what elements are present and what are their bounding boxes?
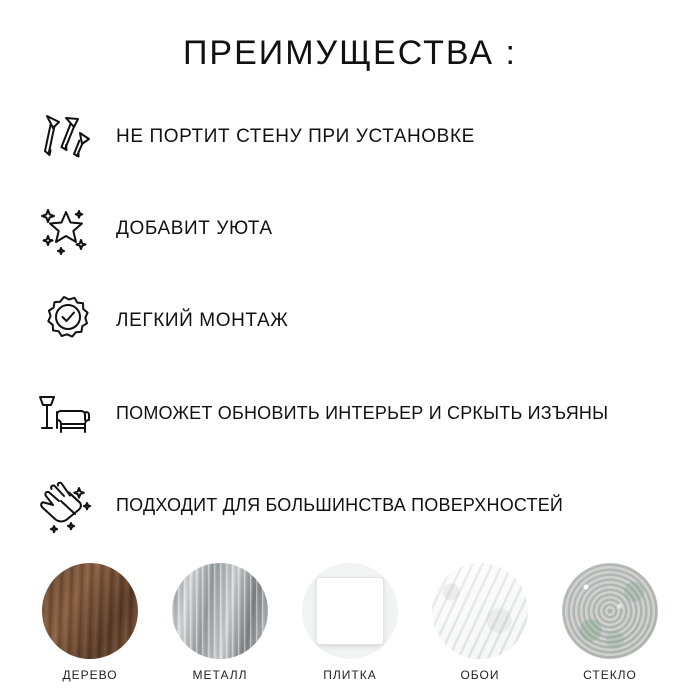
metal-swatch [172,563,268,659]
wallpaper-swatch [432,563,528,659]
nails-icon [22,102,106,172]
glass-swatch [562,563,658,659]
benefit-item [22,91,682,183]
material-label: СТЕКЛО [583,668,637,682]
material-label: ПЛИТКА [323,668,377,682]
sofa-lamp-icon [22,378,106,448]
sparkle-stars-icon [22,194,106,264]
material-item-metal [166,563,274,682]
material-label: ОБОИ [460,668,500,682]
benefit-label: ЛЕГКИЙ МОНТАЖ [116,310,289,331]
benefit-label: ПОМОЖЕТ ОБНОВИТЬ ИНТЕРЬЕР И СРКЫТЬ ИЗЪЯНЫ [116,402,609,423]
gear-check-icon [22,286,106,356]
benefit-label: НЕ ПОРТИТ СТЕНУ ПРИ УСТАНОВКЕ [116,126,475,147]
benefit-label: ДОБАВИТ УЮТА [116,218,273,239]
benefit-item [22,275,682,367]
material-item-glass [556,563,664,682]
benefit-label: ПОДХОДИТ ДЛЯ БОЛЬШИНСТВА ПОВЕРХНОСТЕЙ [116,494,564,515]
tile-swatch [302,563,398,659]
benefits-list [0,91,700,551]
materials-row [0,563,700,682]
benefit-item [22,183,682,275]
benefit-item [22,367,682,459]
benefit-item [22,459,682,551]
wood-swatch [42,563,138,659]
material-label: ДЕРЕВО [62,668,118,682]
page-title: ПРЕИМУЩЕСТВА : [182,34,518,72]
material-label: МЕТАЛЛ [192,668,248,682]
cleaning-hand-icon [22,470,106,540]
material-item-wood [36,563,144,682]
material-item-wallpaper [426,563,534,682]
material-item-tile [296,563,404,682]
